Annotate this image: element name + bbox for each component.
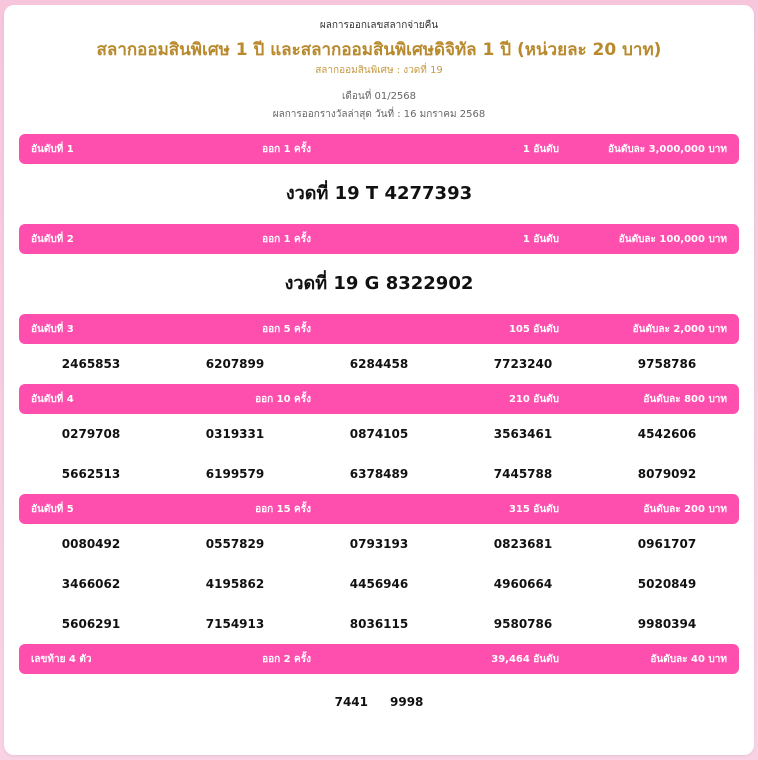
prize-amount: อันดับละ 2,000 บาท <box>632 323 727 335</box>
prize-number: 0279708 <box>61 427 121 441</box>
prize-number: 0874105 <box>349 427 409 441</box>
prize-number: 7441 <box>334 695 368 709</box>
results-header <box>19 19 739 122</box>
prize-draws: ออก 5 ครั้ง <box>262 323 311 335</box>
prize-number: 4960664 <box>493 577 553 591</box>
month-label: เดือนที่ 01/2568 <box>341 91 417 102</box>
prize-number: 0080492 <box>61 537 121 551</box>
prize-number: 4195862 <box>205 577 265 591</box>
prize-2-number: งวดที่ 19 G 8322902 <box>284 273 474 294</box>
prize-rank: เลขท้าย 4 ตัว <box>31 653 92 665</box>
prize-count: 39,464 อันดับ <box>491 653 559 665</box>
prize-number: 9580786 <box>493 617 553 631</box>
prize-number: 9998 <box>390 695 424 709</box>
prize-rank: อันดับที่ 2 <box>31 233 74 245</box>
prize-draws: ออก 15 ครั้ง <box>255 503 311 515</box>
prize-number: 0823681 <box>493 537 553 551</box>
draw-date-label: ผลการออกรางวัลล่าสุด วันที่ : 16 มกราคม 2568 <box>272 109 486 120</box>
prize-rank: อันดับที่ 4 <box>31 393 74 405</box>
prize-amount: อันดับละ 200 บาท <box>643 503 727 515</box>
prize-number: 9980394 <box>637 617 697 631</box>
results-card <box>4 5 754 755</box>
prize-count: 1 อันดับ <box>522 143 559 155</box>
prize-number: 6207899 <box>205 357 265 371</box>
prize-1-number: งวดที่ 19 T 4277393 <box>285 183 473 204</box>
prize-draws: ออก 1 ครั้ง <box>262 143 311 155</box>
prize-draws: ออก 1 ครั้ง <box>262 233 311 245</box>
prize-count: 1 อันดับ <box>522 233 559 245</box>
prize-number: 0319331 <box>205 427 265 441</box>
prize-rank: อันดับที่ 3 <box>31 323 74 335</box>
series-label: สลากออมสินพิเศษ : งวดที่ 19 <box>315 65 443 76</box>
prize-number: 9758786 <box>637 357 697 371</box>
prize-bar-4 <box>19 384 739 414</box>
last-four-numbers <box>19 674 739 730</box>
prize-amount: อันดับละ 100,000 บาท <box>618 233 727 245</box>
prize-number: 4542606 <box>637 427 697 441</box>
prize-number: 0793193 <box>349 537 409 551</box>
prize-number: 7154913 <box>205 617 265 631</box>
prize-5-numbers <box>19 524 739 644</box>
prize-number: 4456946 <box>349 577 409 591</box>
prize-number: 3466062 <box>61 577 121 591</box>
prize-number: 5662513 <box>61 467 121 481</box>
prize-number: 5020849 <box>637 577 697 591</box>
prize-number: 6199579 <box>205 467 265 481</box>
prize-number: 2465853 <box>61 357 121 371</box>
prize-bar-last-four <box>19 644 739 674</box>
prize-number: 3563461 <box>493 427 553 441</box>
prize-number: 7723240 <box>493 357 553 371</box>
prize-count: 105 อันดับ <box>508 323 559 335</box>
prize-bar-2 <box>19 224 739 254</box>
top-label: ผลการออกเลขสลากจ่ายคืน <box>319 20 439 31</box>
prize-rank: อันดับที่ 5 <box>31 503 74 515</box>
prize-bar-3 <box>19 314 739 344</box>
prize-number: 0961707 <box>637 537 697 551</box>
prize-number: 5606291 <box>61 617 121 631</box>
prize-bar-5 <box>19 494 739 524</box>
prize-4-numbers <box>19 414 739 494</box>
prize-number: 7445788 <box>493 467 553 481</box>
prize-bar-1 <box>19 134 739 164</box>
prize-number: 8079092 <box>637 467 697 481</box>
prize-number: 8036115 <box>349 617 409 631</box>
prize-amount: อันดับละ 40 บาท <box>650 653 727 665</box>
prize-3-numbers <box>19 344 739 384</box>
prize-number: 0557829 <box>205 537 265 551</box>
prize-rank: อันดับที่ 1 <box>31 143 74 155</box>
prize-number: 6284458 <box>349 357 409 371</box>
prize-count: 315 อันดับ <box>508 503 559 515</box>
prize-count: 210 อันดับ <box>508 393 559 405</box>
prize-draws: ออก 2 ครั้ง <box>262 653 311 665</box>
prize-amount: อันดับละ 3,000,000 บาท <box>607 143 727 155</box>
page-title: สลากออมสินพิเศษ 1 ปี และสลากออมสินพิเศษดิจิทัล 1 ปี (หน่วยละ 20 บาท) <box>96 40 662 60</box>
prize-number: 6378489 <box>349 467 409 481</box>
prize-amount: อันดับละ 800 บาท <box>643 393 727 405</box>
prize-draws: ออก 10 ครั้ง <box>255 393 311 405</box>
